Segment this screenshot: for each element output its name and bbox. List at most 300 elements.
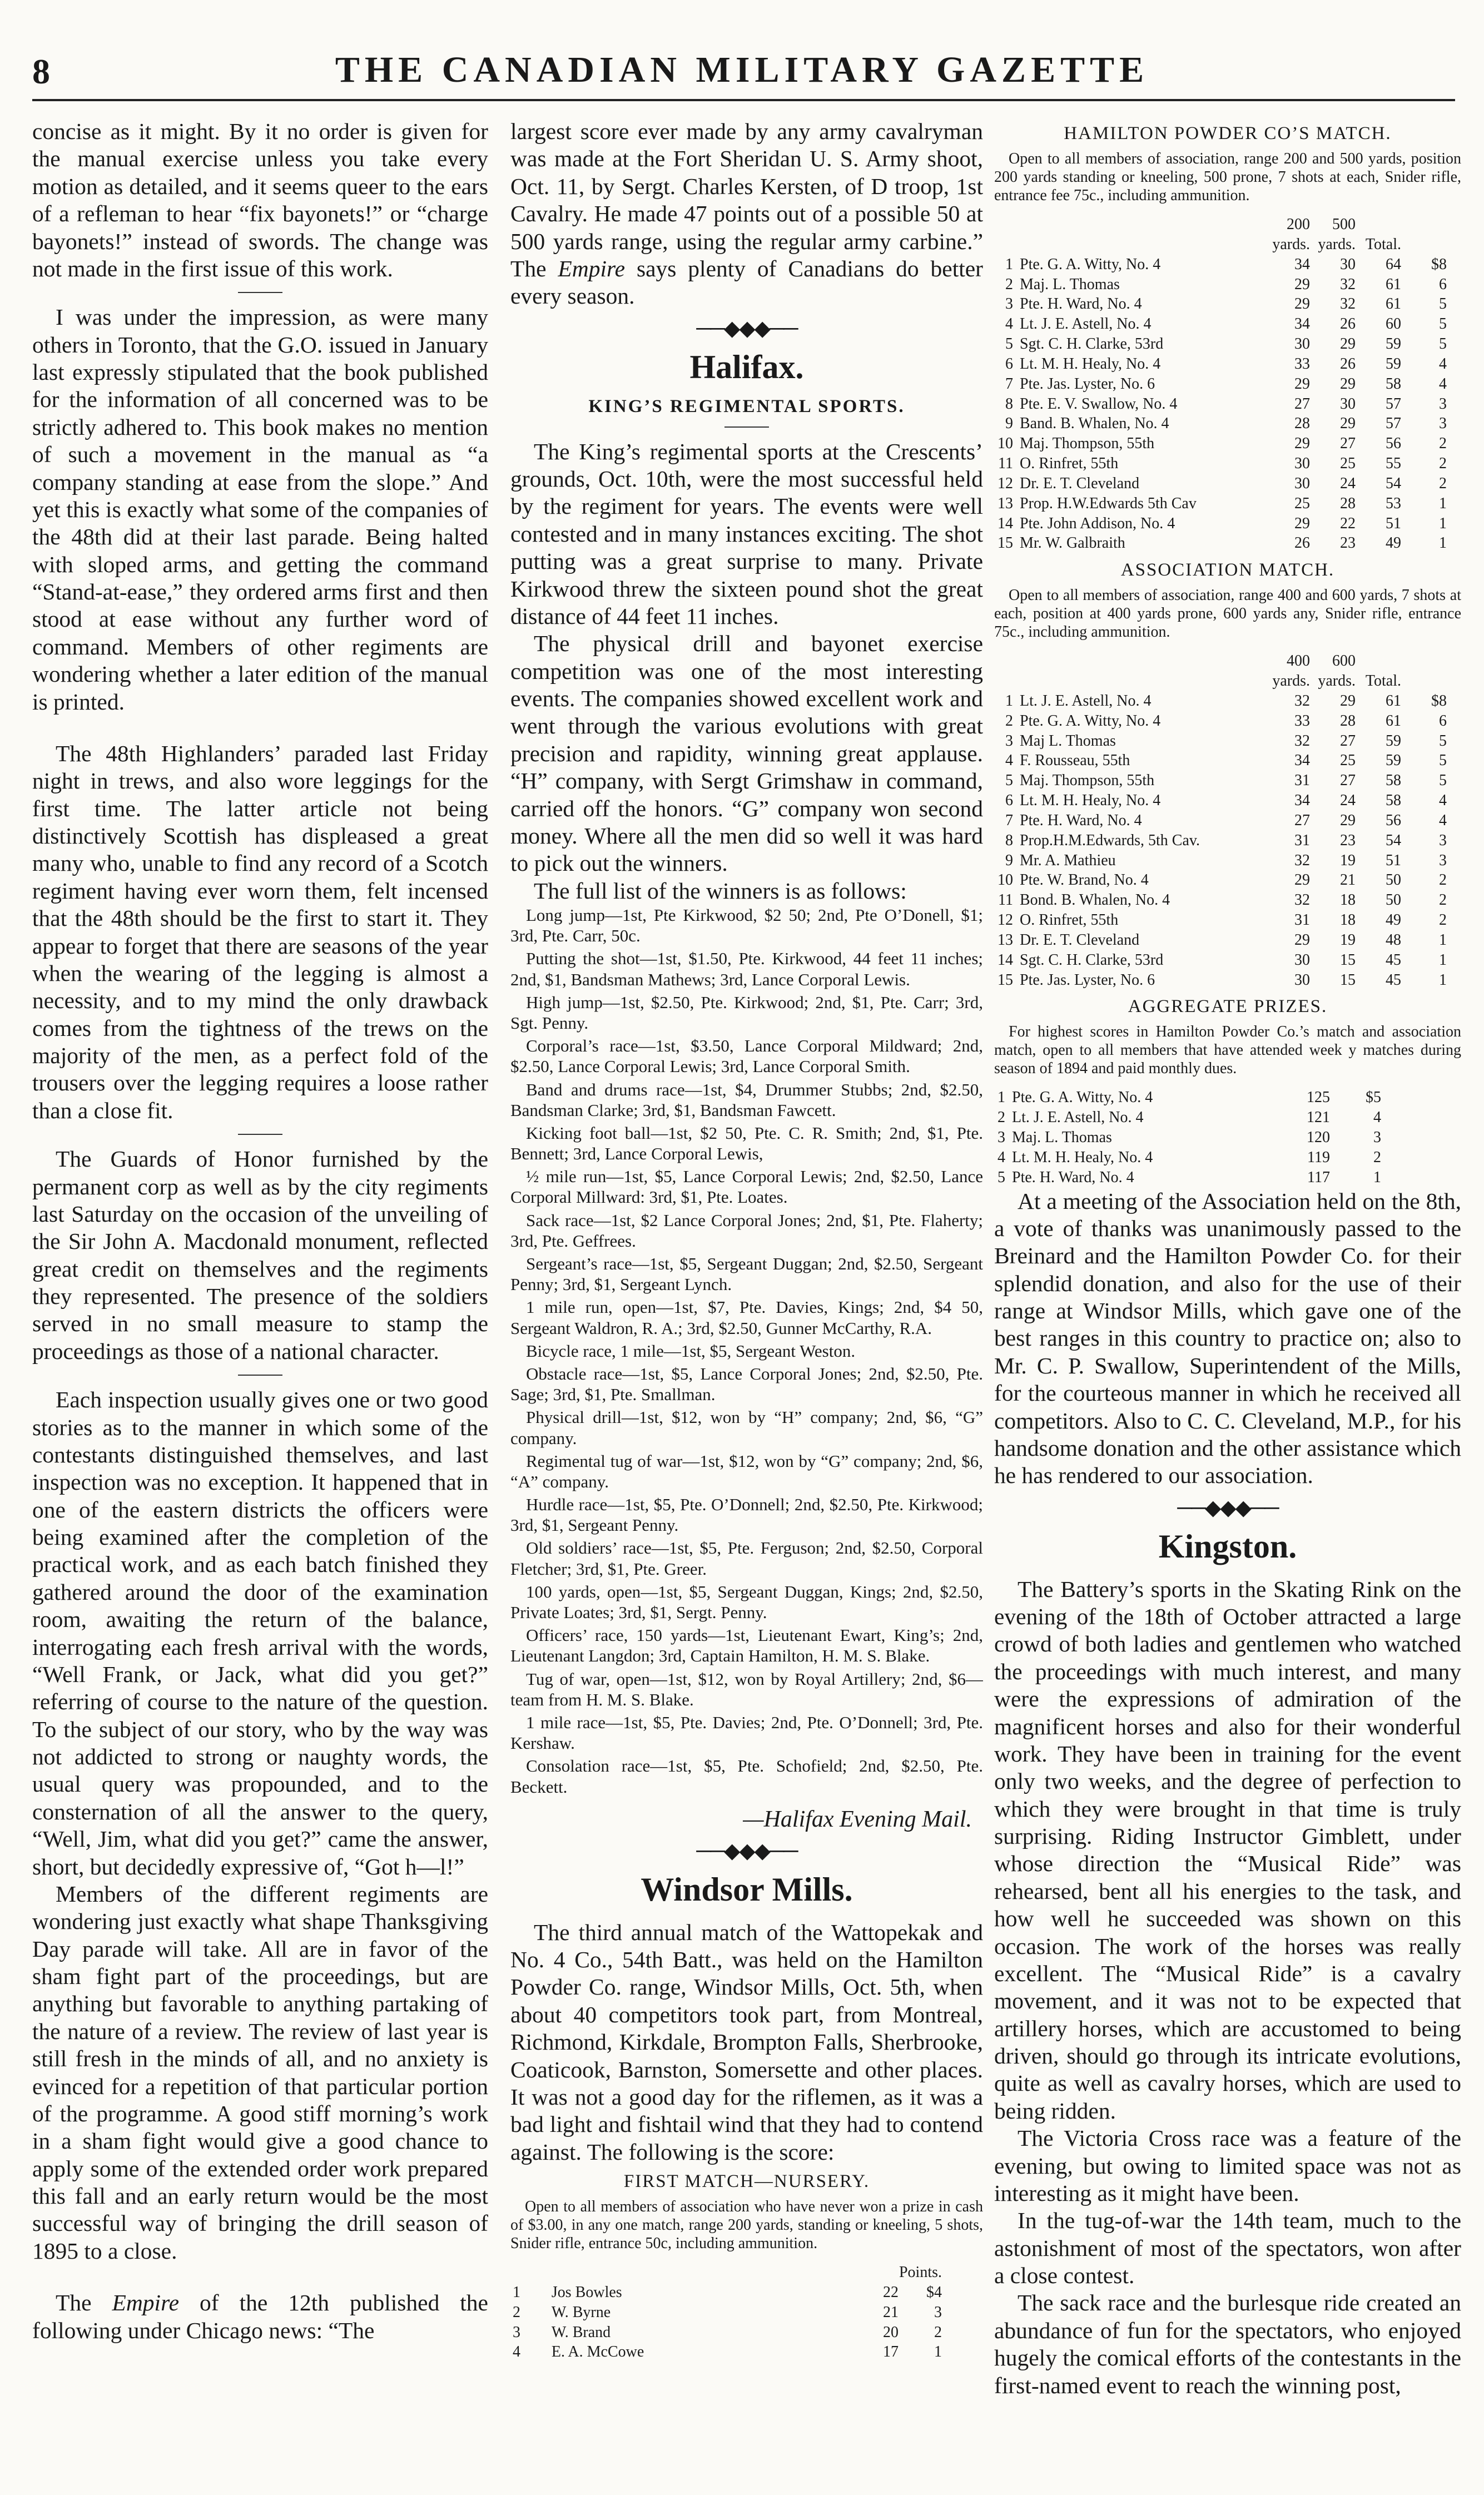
table-cell: 22 [1340, 514, 1356, 532]
result-item: Corporal’s race—1st, $3.50, Lance Corporal Mildward; 2nd, $2.50, Lance Corporal Lewis; 3rd, Lance Corporal Smith. [510, 1036, 983, 1077]
table-cell: Mr. W. Galbraith [1020, 534, 1125, 552]
paragraph: The sack race and the burlesque ride created an abundance of fun for the spectators, who enjoyed hugely the comical efforts of the contestants in the first-named event to reach the winning post, [994, 2290, 1461, 2398]
paragraph: The 48th Highlanders’ paraded last Friday night in trews, and also wore leggings for the first time. The latter article not being distinctively Scottish has displeased a great many who, unable to find any record of a Scotch regiment having ever worn them, felt incensed that the 48th should be the first to start it. They appear to forget that there are seasons of the year when the wearing of the legging is almost a necessity, and to my mind the only drawback comes from the tightness of the trews on the majority of the men, as a perfect fold of the trousers over the legging requires a loose rather than a close fit. [32, 740, 488, 1123]
table-cell: 3 [934, 2303, 942, 2321]
table-cell: Dr. E. T. Cleveland [1020, 474, 1140, 492]
table-cell: 2 [1439, 911, 1447, 929]
header-rule [32, 99, 1455, 101]
table-cell: 2 [1439, 891, 1447, 909]
table-cell: 2 [1439, 435, 1447, 453]
result-item: High jump—1st, $2.50, Pte. Kirkwood; 2nd, $1, Pte. Carr; 3rd, Sgt. Penny. [510, 992, 983, 1033]
paragraph: concise as it might. By it no order is given for the manual exercise unless you take every motion as detailed, and it seems queer to the ears of a refleman to hear “fix bayonets!” or “charge bayonets!” instead of swords. The change was not made in the first issue of this work. [32, 118, 488, 281]
table-row [994, 434, 1450, 454]
table-cell: Pte. Jas. Lyster, No. 6 [1020, 971, 1155, 989]
table-row [510, 2342, 944, 2362]
table-cell: 64 [1386, 255, 1401, 273]
section-subtitle: KING’S REGIMENTAL SPORTS. [588, 396, 905, 416]
table-cell: 1 [1373, 1168, 1381, 1186]
paragraph: Members of the different regiments are wondering just exactly what shape Thanksgiving Day parade will take. All are in favor of the sham fight part of the proceedings, but are anything but favorable to anything partaking of the nature of a review. The review of last year is still fresh in the minds of all, and no anxiety is evinced for a repetition of that particular portion of the programme. A good stiff morning’s work in a sham fight would give a good chance to apply some of the extended order work prepared this fall and an early return would be the most successful way of bringing the drill season of 1895 to a close. [32, 1881, 488, 2264]
table-cell: 3 [1439, 395, 1447, 413]
table-cell: 2 [1439, 871, 1447, 889]
table-cell: 1 [997, 1089, 1005, 1107]
table-cell: F. Rousseau, 55th [1020, 752, 1130, 770]
table-row [994, 1108, 1384, 1128]
page-number: 8 [32, 52, 50, 91]
table-cell: 119 [1307, 1148, 1330, 1166]
table-cell: 24 [1340, 792, 1356, 810]
table-cell: 29 [1294, 514, 1310, 532]
match-conditions: Open to all members of association, range 400 and 600 yards, 7 shots at each, position at 400 yards prone, 600 yards any, Snider rifle, entrance 75c., including ammunition. [994, 587, 1461, 641]
table-cell: 3 [1373, 1129, 1381, 1147]
nursery-score-table [510, 2263, 944, 2362]
table-cell: 1 [1439, 971, 1447, 989]
table-cell: 18 [1340, 891, 1356, 909]
table-row [510, 2283, 944, 2303]
match-conditions: For highest scores in Hamilton Powder Co.’s match and association match, open to all members that have attended week y matches during season of 1894 and paid monthly dues. [994, 1023, 1461, 1078]
table-cell: Band. B. Whalen, No. 4 [1020, 415, 1169, 433]
table-cell: 33 [1294, 355, 1310, 373]
table-cell: Mr. A. Mathieu [1020, 851, 1116, 869]
table-cell: 32 [1340, 295, 1356, 313]
table-row [994, 533, 1450, 553]
table-cell: Pte. Jas. Lyster, No. 6 [1020, 375, 1155, 393]
table-cell: 30 [1294, 455, 1310, 473]
table-cell: Prop.H.M.Edwards, 5th Cav. [1020, 831, 1200, 849]
ornament-divider: ──◆◆◆── [696, 316, 797, 340]
table-row [994, 731, 1450, 751]
result-item: Consolation race—1st, $5, Pte. Schofield; 2nd, $2.50, Pte. Beckett. [510, 1756, 983, 1797]
table-cell: 15 [997, 971, 1013, 989]
table-cell: Pte. W. Brand, No. 4 [1020, 871, 1149, 889]
table-cell: 45 [1386, 951, 1401, 969]
table-cell: 2 [1005, 275, 1013, 293]
table-cell: 15 [1340, 971, 1356, 989]
table-cell: 26 [1294, 534, 1310, 552]
table-cell: 20 [883, 2323, 899, 2341]
table-cell: 8 [1005, 395, 1013, 413]
paragraph: Each inspection usually gives one or two good stories as to the manner in which some of the contestants distinguished themselves, and last inspection was no exception. It happened that in one of the eastern districts the officers were being examined after the completion of the practical work, and as each batch finished they gathered around the door of the examination room, awaiting the return of the balance, interrogating each fresh arrival with the words, “Well Frank, or Jack, what did you get?” referring of course to the nature of the question. To the subject of our story, who by the way was not addicted to strong or naughty words, the usual query was propounded, and to the consternation of all the answer to the query, “Well, Jim, what did you get?” came the answer, short, but decidedly expressive of, “Got h—l!” [32, 1387, 488, 1879]
table-row [994, 1128, 1384, 1148]
table-cell: 25 [1340, 752, 1356, 770]
table-row [994, 1088, 1384, 1108]
table-cell: 29 [1340, 335, 1356, 353]
paragraph: I was under the impression, as were many others in Toronto, that the G.O. issued in January last expressly stipulated that the book published for the information of all concerned was to be strictly adhered to. This book makes no mention of such a movement in the manual as “a company standing at ease from the slope.” And yet this is exactly what some of the companies of the 48th did at their last parade. Being halted with sloped arms, and getting the command “Stand-at-ease,” they ordered arms first and then stood at ease without any further word of command. Members of other regiments are wondering whether a later edition of the manual is printed. [32, 304, 488, 715]
table-cell: 11 [998, 455, 1013, 473]
result-item: Bicycle race, 1 mile—1st, $5, Sergeant Weston. [526, 1341, 856, 1361]
table-cell: $5 [1366, 1089, 1381, 1107]
table-cell: W. Brand [551, 2323, 611, 2341]
table-row [994, 751, 1450, 771]
table-row [994, 691, 1450, 711]
result-item: Physical drill—1st, $12, won by “H” company; 2nd, $6, “G” company. [510, 1407, 983, 1448]
match-title: AGGREGATE PRIZES. [1128, 996, 1328, 1017]
table-cell: Pte. G. A. Witty, No. 4 [1012, 1089, 1153, 1107]
table-row [994, 870, 1450, 890]
table-cell: 31 [1294, 831, 1310, 849]
table-row [994, 890, 1450, 910]
table-cell: 1 [513, 2283, 520, 2301]
table-cell: 12 [997, 911, 1013, 929]
table-cell: Lt. M. H. Healy, No. 4 [1020, 355, 1161, 373]
paragraph: In the tug-of-war the 14th team, much to the astonishment of most of the spectators, won after a close contest. [994, 2208, 1461, 2289]
table-cell: 50 [1386, 891, 1401, 909]
table-cell: 4 [1005, 752, 1013, 770]
table-cell: 120 [1307, 1129, 1330, 1147]
table-row [994, 374, 1450, 394]
table-cell: Pte. G. A. Witty, No. 4 [1020, 255, 1161, 273]
table-cell: Maj. Thompson, 55th [1020, 435, 1155, 453]
table-row [994, 791, 1450, 811]
result-item: 1 mile run, open—1st, $7, Pte. Davies, Kings; 2nd, $4 50, Sergeant Waldron, R. A.; 3rd, $2.50, Gunner McCarthy, R.A. [510, 1297, 983, 1338]
aggregate-prizes-table [994, 1088, 1384, 1187]
table-cell: Pte. H. Ward, No. 4 [1020, 295, 1142, 313]
table-cell: 2 [1439, 474, 1447, 492]
paragraph: The third annual match of the Wattopekak and No. 4 Co., 54th Batt., was held on the Hamilton Powder Co. range, Windsor Mills, Oct. 5th, when about 40 competitors took part, from Montreal, Richmond, Kirkdale, Brompton Falls, Sherbrooke, Coaticook, Barnston, Somersette and other places. It was not a good day for the riflemen, as it was a bad light and fishtail wind that they had to contend against. The following is the score: [510, 1919, 983, 2165]
table-cell: 29 [1340, 375, 1356, 393]
table-cell: 2 [1373, 1148, 1381, 1166]
table-cell: Maj. L. Thomas [1020, 275, 1120, 293]
table-cell: 29 [1340, 692, 1356, 710]
table-cell: 32 [1294, 732, 1310, 750]
column-header: 600 [1332, 652, 1356, 670]
table-row [994, 255, 1450, 275]
table-cell: 33 [1294, 712, 1310, 730]
table-cell: 4 [997, 1148, 1005, 1166]
match-title: ASSOCIATION MATCH. [1120, 560, 1335, 581]
table-cell: 15 [997, 534, 1013, 552]
table-row [994, 970, 1450, 990]
table-cell: 27 [1340, 732, 1356, 750]
column-header: yards. [1318, 235, 1356, 253]
result-item: Long jump—1st, Pte Kirkwood, $2 50; 2nd, Pte O’Donell, $1; 3rd, Pte. Carr, 50c. [510, 905, 983, 946]
match-conditions: Open to all members of association who have never won a prize in cash of $3.00, in any one match, range 200 yards, standing or kneeling, 5 shots, Snider rifle, entrance 50c, including ammunition. [510, 2198, 983, 2253]
table-cell: 28 [1294, 415, 1310, 433]
table-cell: 59 [1386, 355, 1401, 373]
ornament-divider: ──◆◆◆── [696, 1839, 797, 1863]
column-header: Total. [1365, 235, 1401, 253]
table-cell: Jos Bowles [551, 2283, 622, 2301]
table-cell: Pte. E. V. Swallow, No. 4 [1020, 395, 1178, 413]
table-cell: 29 [1340, 415, 1356, 433]
table-cell: 61 [1386, 712, 1401, 730]
table-cell: 61 [1386, 295, 1401, 313]
table-row [994, 414, 1450, 434]
table-cell: Maj L. Thomas [1020, 732, 1116, 750]
table-cell: Lt. J. E. Astell, No. 4 [1020, 315, 1152, 333]
table-row [510, 2303, 944, 2323]
table-cell: 29 [1294, 435, 1310, 453]
paragraph: The Battery’s sports in the Skating Rink on the evening of the 18th of October attracted a large crowd of both ladies and gentlemen who watched the proceedings with much interest, and many were the expressions of admiration of the magnificent horses and also for their wonderful work. They have been in training for the event only two weeks, and the degree of perfection to which they were brought in that time is truly surprising. Riding Instructor Gimblett, under whose direction the “Musical Ride” was rehearsed, bent all his energies to the task, and how well he succeeded was shown on this occasion. The work of the horses was really excellent. The “Musical Ride” is a cavalry movement, and it was not to be expected that artillery horses, which are accustomed to being driven, should go through its intricate evolutions, quite as well as cavalry horses, which are used to being ridden. [994, 1576, 1461, 2124]
column-header: Total. [1365, 672, 1401, 690]
table-cell: 49 [1386, 534, 1401, 552]
table-cell: 58 [1386, 772, 1401, 790]
table-cell: Pte. H. Ward, No. 4 [1012, 1168, 1134, 1186]
table-cell: 3 [1439, 851, 1447, 869]
table-cell: 14 [997, 951, 1013, 969]
table-cell: 6 [1005, 792, 1013, 810]
table-cell: 19 [1340, 931, 1356, 949]
table-cell: 56 [1386, 435, 1401, 453]
result-item: ½ mile run—1st, $5, Lance Corporal Lewis; 2nd, $2.50, Lance Corporal Millward: 3rd, $1, Pte. Loates. [510, 1167, 983, 1207]
table-cell: 6 [1005, 355, 1013, 373]
table-cell: 4 [1439, 811, 1447, 829]
table-cell: 45 [1386, 971, 1401, 989]
table-cell: 30 [1294, 474, 1310, 492]
table-cell: Pte. H. Ward, No. 4 [1020, 811, 1142, 829]
table-cell: 13 [997, 494, 1013, 512]
table-cell: 8 [1005, 831, 1013, 849]
table-cell: $8 [1431, 255, 1447, 273]
table-cell: 3 [997, 1129, 1005, 1147]
table-cell: 17 [883, 2343, 899, 2361]
table-cell: 59 [1386, 752, 1401, 770]
table-cell: 6 [1439, 275, 1447, 293]
result-item: Sergeant’s race—1st, $5, Sergeant Duggan; 2nd, $2.50, Sergeant Penny; 3rd, $1, Sergeant Lynch. [510, 1254, 983, 1294]
match-conditions: Open to all members of association, range 200 and 500 yards, position 200 yards standing or kneeling, 500 prone, 7 shots at each, Snider rifle, entrance fee 75c., including ammunition. [994, 150, 1461, 205]
table-row [994, 831, 1450, 851]
table-cell: 7 [1005, 811, 1013, 829]
table-cell: 5 [1005, 335, 1013, 353]
table-row [994, 950, 1450, 970]
table-cell: 3 [1005, 295, 1013, 313]
table-cell: 27 [1340, 435, 1356, 453]
table-row [994, 1168, 1384, 1188]
table-cell: E. A. McCowe [551, 2343, 644, 2361]
match-title: FIRST MATCH—NURSERY. [623, 2171, 870, 2192]
table-cell: 23 [1340, 831, 1356, 849]
divider [32, 1128, 488, 1138]
table-cell: 5 [997, 1168, 1005, 1186]
table-cell: 117 [1307, 1168, 1330, 1186]
paragraph: The physical drill and bayonet exercise competition was one of the most interesting events. The companies showed excellent work and went through the various evolutions with great precision and rapidity, winning great applause. “H” company, with Sergt Grimshaw in command, carried off the honors. “G” company won second money. Where all the men did so well it was hard to pick out the winners. [510, 631, 983, 876]
table-cell: 15 [1340, 951, 1356, 969]
table-cell: 29 [1294, 275, 1310, 293]
table-cell: 13 [997, 931, 1013, 949]
table-cell: 54 [1386, 831, 1401, 849]
table-cell: 4 [1373, 1109, 1381, 1127]
column-header: Points. [899, 2264, 942, 2281]
table-cell: 27 [1294, 811, 1310, 829]
table-cell: 2 [1005, 712, 1013, 730]
table-cell: 21 [1340, 871, 1356, 889]
table-cell: 58 [1386, 792, 1401, 810]
table-cell: Lt. J. E. Astell, No. 4 [1012, 1109, 1144, 1127]
divider [32, 1368, 488, 1378]
column-header: yards. [1272, 672, 1310, 690]
table-cell: 21 [883, 2303, 899, 2321]
table-cell: 1 [1439, 931, 1447, 949]
table-cell: 5 [1439, 295, 1447, 313]
table-cell: 25 [1294, 494, 1310, 512]
table-cell: 34 [1294, 255, 1310, 273]
table-cell: 29 [1294, 871, 1310, 889]
table-cell: 61 [1386, 692, 1401, 710]
table-cell: 1 [1439, 951, 1447, 969]
hamilton-powder-score-table [994, 215, 1450, 553]
table-row [994, 711, 1450, 731]
table-cell: Pte. John Addison, No. 4 [1020, 514, 1175, 532]
table-cell: 22 [883, 2283, 899, 2301]
table-cell: 30 [1294, 951, 1310, 969]
table-cell: 19 [1340, 851, 1356, 869]
table-cell: 25 [1340, 455, 1356, 473]
table-row [994, 394, 1450, 414]
table-cell: 58 [1386, 375, 1401, 393]
column-header: 200 [1287, 216, 1310, 234]
paragraph: largest score ever made by any army cavalryman was made at the Fort Sheridan U. S. Army shoot, Oct. 11, by Sergt. Charles Kersten, of D troop, 1st Cavalry. He made 47 points out of a possible 50 at 500 yards range, using the regular army carbine.” The Empire says plenty of Canadians do better every season. [510, 118, 983, 309]
table-cell: 24 [1340, 474, 1356, 492]
paragraph: At a meeting of the Association held on the 8th, a vote of thanks was unanimously passed to the Breinard and the Hamilton Powder Co. for their splendid donation, and also for the use of their range at Windsor Mills, which gave one of the best ranges in this country to practice on; also to Mr. C. P. Swallow, Superintendent of the Mills, for the courteous manner in which he received all competitors. Also to C. C. Cleveland, M.P., for his handsome donation and the other assistance which he has rendered to our association. [994, 1188, 1461, 1489]
table-cell: 51 [1386, 514, 1401, 532]
result-item: Regimental tug of war—1st, $12, won by “G” company; 2nd, $6, “A” company. [510, 1451, 983, 1491]
table-cell: O. Rinfret, 55th [1020, 911, 1119, 929]
table-cell: 3 [1439, 831, 1447, 849]
result-item: Hurdle race—1st, $5, Pte. O’Donnell; 2nd, $2.50, Pte. Kirkwood; 3rd, $1, Sergeant Penny. [510, 1495, 983, 1535]
table-cell: 3 [513, 2323, 520, 2341]
result-item: Band and drums race—1st, $4, Drummer Stubbs; 2nd, $2.50, Bandsman Clarke; 3rd, $1, Bandsman Fawcett. [510, 1079, 983, 1120]
table-cell: 27 [1294, 395, 1310, 413]
table-cell: 1 [1005, 692, 1013, 710]
table-cell: 51 [1386, 851, 1401, 869]
table-cell: 34 [1294, 752, 1310, 770]
table-cell: 59 [1386, 732, 1401, 750]
table-cell: Lt. J. E. Astell, No. 4 [1020, 692, 1152, 710]
paragraph: The Guards of Honor furnished by the permanent corp as well as by the city regiments last Saturday on the occasion of the unveiling of the Sir John A. Macdonald monument, reflected great credit on themselves and the regiments they represented. The presence of the soldiers served in no small measure to stamp the proceedings as those of a national character. [32, 1146, 488, 1364]
table-row [994, 314, 1450, 334]
table-cell: 32 [1294, 692, 1310, 710]
table-cell: 34 [1294, 792, 1310, 810]
results-list [510, 905, 983, 1797]
table-cell: 30 [1294, 335, 1310, 353]
table-cell: 1 [1439, 494, 1447, 512]
table-cell: 30 [1340, 395, 1356, 413]
table-cell: 29 [1294, 375, 1310, 393]
masthead-title: THE CANADIAN MILITARY GAZETTE [335, 49, 1149, 90]
table-cell: 31 [1294, 772, 1310, 790]
table-cell: 50 [1386, 871, 1401, 889]
table-cell: 32 [1340, 275, 1356, 293]
table-cell: Maj. Thompson, 55th [1020, 772, 1155, 790]
table-cell: $4 [926, 2283, 942, 2301]
column-1 [32, 118, 488, 2453]
table-cell: 5 [1005, 772, 1013, 790]
result-item: Obstacle race—1st, $5, Lance Corporal Jones; 2nd, $2.50, Pte. Sage; 3rd, $1, Pte. Smallman. [510, 1363, 983, 1405]
table-cell: 26 [1340, 315, 1356, 333]
table-cell: Maj. L. Thomas [1012, 1129, 1112, 1147]
table-cell: 60 [1386, 315, 1401, 333]
table-cell: 1 [1005, 255, 1013, 273]
table-cell: 4 [1439, 355, 1447, 373]
table-cell: 5 [1439, 732, 1447, 750]
table-cell: 29 [1294, 931, 1310, 949]
table-row [994, 851, 1450, 871]
table-cell: 2 [997, 1109, 1005, 1127]
table-cell: 7 [1005, 375, 1013, 393]
table-cell: 28 [1340, 712, 1356, 730]
table-cell: 2 [513, 2303, 520, 2321]
table-cell: 4 [1439, 792, 1447, 810]
table-cell: 32 [1294, 851, 1310, 869]
table-cell: 4 [1005, 315, 1013, 333]
match-title: HAMILTON POWDER CO’S MATCH. [1064, 123, 1392, 143]
table-cell: 3 [1439, 415, 1447, 433]
table-cell: 3 [1005, 732, 1013, 750]
section-title-kingston: Kingston. [1158, 1527, 1297, 1565]
table-row [994, 494, 1450, 514]
table-cell: 2 [934, 2323, 942, 2341]
table-row [994, 334, 1450, 354]
table-cell: 1 [1439, 514, 1447, 532]
table-row [994, 514, 1450, 534]
table-row [994, 354, 1450, 374]
table-cell: Lt. M. H. Healy, No. 4 [1020, 792, 1161, 810]
table-cell: 29 [1340, 811, 1356, 829]
table-cell: 30 [1294, 971, 1310, 989]
table-cell: 5 [1439, 772, 1447, 790]
table-cell: 59 [1386, 335, 1401, 353]
association-score-table [994, 651, 1450, 990]
table-cell: 53 [1386, 494, 1401, 512]
table-cell: Lt. M. H. Healy, No. 4 [1012, 1148, 1153, 1166]
ornament-divider: ──◆◆◆── [1177, 1496, 1278, 1520]
table-cell: Prop. H.W.Edwards 5th Cav [1020, 494, 1197, 512]
table-row [994, 275, 1450, 295]
result-item: Tug of war, open—1st, $12, won by Royal Artillery; 2nd, $6—team from H. M. S. Blake. [510, 1669, 983, 1709]
table-cell: O. Rinfret, 55th [1020, 455, 1119, 473]
table-cell: 4 [1439, 375, 1447, 393]
result-item: 1 mile race—1st, $5, Pte. Davies; 2nd, Pte. O’Donnell; 3rd, Pte. Kershaw. [510, 1712, 983, 1753]
table-cell: 23 [1340, 534, 1356, 552]
table-cell: 6 [1439, 712, 1447, 730]
table-cell: W. Byrne [551, 2303, 611, 2321]
table-row [994, 910, 1450, 930]
table-cell: 29 [1294, 295, 1310, 313]
column-header: yards. [1318, 672, 1356, 690]
table-row [994, 930, 1450, 950]
table-cell: 57 [1386, 395, 1401, 413]
table-cell: 18 [1340, 911, 1356, 929]
result-item: Sack race—1st, $2 Lance Corporal Jones; 2nd, $1, Pte. Flaherty; 3rd, Pte. Geffrees. [510, 1210, 983, 1251]
table-row [510, 2323, 944, 2343]
table-cell: 121 [1307, 1109, 1330, 1127]
table-cell: 9 [1005, 851, 1013, 869]
result-item: Putting the shot—1st, $1.50, Pte. Kirkwood, 44 feet 11 inches; 2nd, $1, Bandsman Mathews; 3rd, Lance Corporal Lewis. [510, 949, 983, 989]
table-row [994, 294, 1450, 314]
table-cell: 28 [1340, 494, 1356, 512]
paragraph: The Victoria Cross race was a feature of the evening, but owing to limited space was not as interesting as it might have been. [994, 2125, 1461, 2206]
paragraph: The Empire of the 12th published the following under Chicago news: “The [32, 2290, 488, 2343]
table-row [994, 474, 1450, 494]
table-cell: 125 [1307, 1089, 1330, 1107]
source-credit: —Halifax Evening Mail. [743, 1806, 972, 1832]
table-cell: 31 [1294, 911, 1310, 929]
table-cell: 55 [1386, 455, 1401, 473]
table-cell: 48 [1386, 931, 1401, 949]
paragraph: The King’s regimental sports at the Crescents’ grounds, Oct. 10th, were the most successful held by the regiment for years. The events were well contested and in many instances exciting. The shot putting was a great surprise to many. Private Kirkwood threw the sixteen pound shot the great distance of 44 feet 11 inches. [510, 438, 983, 629]
table-cell: Sgt. C. H. Clarke, 53rd [1020, 335, 1164, 353]
table-cell: 1 [1439, 534, 1447, 552]
column-3 [994, 118, 1461, 2453]
result-item: 100 yards, open—1st, $5, Sergeant Duggan, Kings; 2nd, $2.50, Private Loates; 3rd, $1, Sergt. Penny. [510, 1581, 983, 1622]
table-cell: 34 [1294, 315, 1310, 333]
section-title-halifax: Halifax. [689, 348, 804, 385]
table-cell: 27 [1340, 772, 1356, 790]
divider [510, 420, 983, 430]
column-header: 400 [1287, 652, 1310, 670]
table-cell: Bond. B. Whalen, No. 4 [1020, 891, 1170, 909]
table-cell: 9 [1005, 415, 1013, 433]
table-cell: 10 [997, 435, 1013, 453]
